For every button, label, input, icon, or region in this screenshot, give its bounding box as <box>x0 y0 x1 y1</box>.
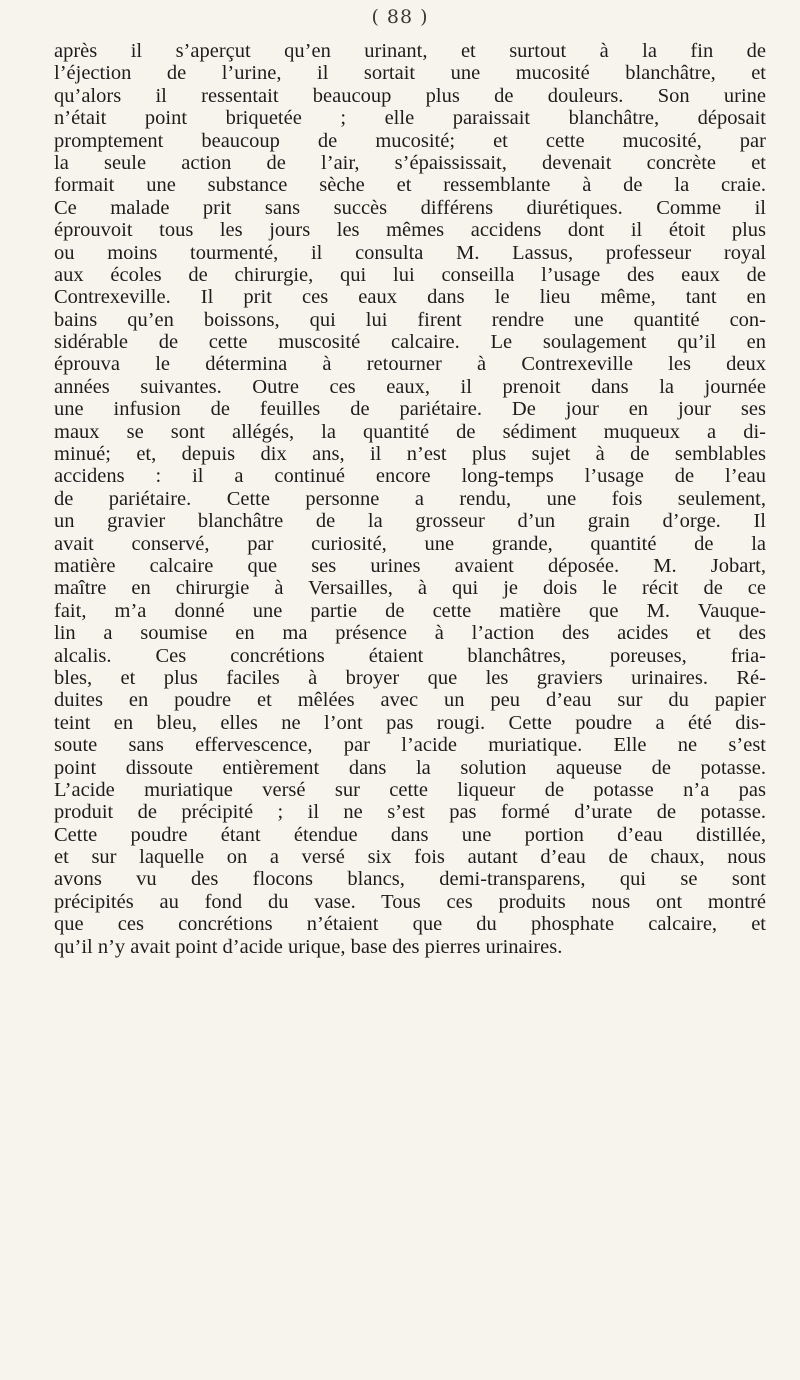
text-line: qu’il n’y avait point d’acide urique, base des pierres urinaires. <box>54 935 563 958</box>
text-line: une infusion de feuilles de pariétaire. De jour en jour ses <box>54 398 766 421</box>
text-line: ou moins tourmenté, il consulta M. Lassus, professeur royal <box>54 241 766 264</box>
text-line: minué; et, depuis dix ans, il n’est plus sujet à de semblables <box>54 443 766 466</box>
text-line: l’éjection de l’urine, il sortait une mucosité blanchâtre, et <box>54 62 766 85</box>
text-line: aux écoles de chirurgie, qui lui conseilla l’usage des eaux de <box>54 263 766 286</box>
text-line: précipités au fond du vase. Tous ces produits nous ont montré <box>54 890 766 913</box>
text-line: sidérable de cette muscosité calcaire. Le soulagement qu’il en <box>54 331 766 354</box>
text-line: avait conservé, par curiosité, une grande, quantité de la <box>54 532 766 555</box>
text-line: produit de précipité ; il ne s’est pas formé d’urate de potasse. <box>54 801 766 824</box>
text-line: matière calcaire que ses urines avaient déposée. M. Jobart, <box>54 554 766 577</box>
text-line: maux se sont allégés, la quantité de sédiment muqueux a di- <box>54 420 766 443</box>
text-line: après il s’aperçut qu’en urinant, et surtout à la fin de <box>54 40 766 62</box>
text-line: teint en bleu, elles ne l’ont pas rougi. Cette poudre a été dis- <box>54 711 766 734</box>
text-line: fait, m’a donné une partie de cette matière que M. Vauque- <box>54 599 766 622</box>
text-line: et sur laquelle on a versé six fois autant d’eau de chaux, nous <box>54 846 766 869</box>
text-line: alcalis. Ces concrétions étaient blanchâtres, poreuses, fria- <box>54 644 766 667</box>
text-line: lin a soumise en ma présence à l’action des acides et des <box>54 622 766 645</box>
text-line: années suivantes. Outre ces eaux, il prenoit dans la journée <box>54 375 766 398</box>
text-line: maître en chirurgie à Versailles, à qui je dois le récit de ce <box>54 577 766 600</box>
text-line: qu’alors il ressentait beaucoup plus de douleurs. Son urine <box>54 84 766 107</box>
text-line: duites en poudre et mêlées avec un peu d’eau sur du papier <box>54 689 766 712</box>
text-line: de pariétaire. Cette personne a rendu, une fois seulement, <box>54 487 766 510</box>
text-line: bains qu’en boissons, qui lui firent rendre une quantité con- <box>54 308 766 331</box>
text-line: un gravier blanchâtre de la grosseur d’un grain d’orge. Il <box>54 510 766 533</box>
text-line: que ces concrétions n’étaient que du phosphate calcaire, et <box>54 913 766 936</box>
text-line: point dissoute entièrement dans la solution aqueuse de potasse. <box>54 756 766 779</box>
text-line: la seule action de l’air, s’épaississait, devenait concrète et <box>54 151 766 174</box>
text-line: Ce malade prit sans succès différens diurétiques. Comme il <box>54 196 766 219</box>
page-number: ( 88 ) <box>371 6 429 28</box>
text-line: éprouva le détermina à retourner à Contrexeville les deux <box>54 353 766 376</box>
text-line: éprouvoit tous les jours les mêmes accidens dont il étoit plus <box>54 219 766 242</box>
text-line: n’était point briquetée ; elle paraissait blanchâtre, déposait <box>54 107 766 130</box>
text-line: bles, et plus faciles à broyer que les graviers urinaires. Ré- <box>54 666 766 689</box>
body-paragraph <box>54 40 766 958</box>
text-line: avons vu des flocons blancs, demi-transparens, qui se sont <box>54 868 766 891</box>
text-line: Cette poudre étant étendue dans une portion d’eau distillée, <box>54 823 766 846</box>
text-line: Contrexeville. Il prit ces eaux dans le lieu même, tant en <box>54 286 766 309</box>
text-line: L’acide muriatique versé sur cette liqueur de potasse n’a pas <box>54 778 766 801</box>
text-line: promptement beaucoup de mucosité; et cette mucosité, par <box>54 129 766 152</box>
text-line: soute sans effervescence, par l’acide muriatique. Elle ne s’est <box>54 734 766 757</box>
text-line: accidens : il a continué encore long-temps l’usage de l’eau <box>54 465 766 488</box>
text-line: formait une substance sèche et ressemblante à de la craie. <box>54 174 766 197</box>
